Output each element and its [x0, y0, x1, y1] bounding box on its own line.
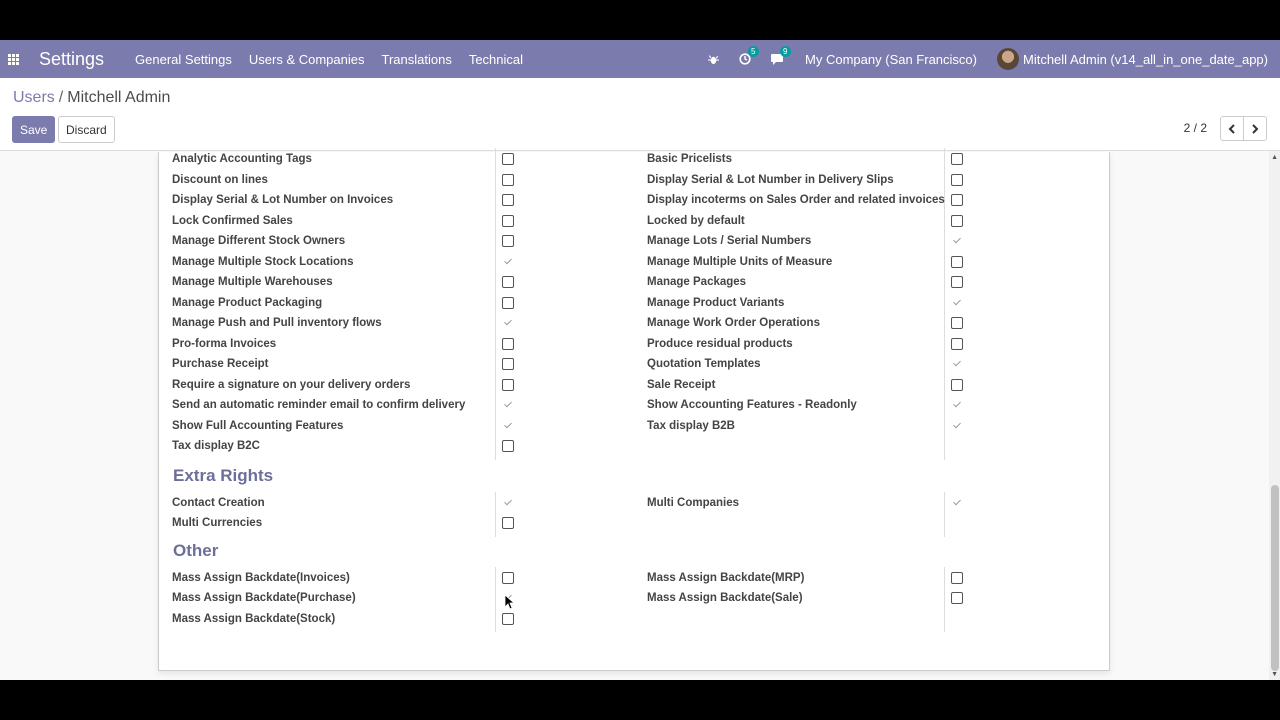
breadcrumb-users[interactable]: Users [13, 89, 55, 106]
checkbox[interactable] [502, 153, 514, 165]
field-label: Show Full Accounting Features [172, 419, 344, 432]
activity-icon[interactable] [739, 47, 756, 65]
checkbox[interactable] [502, 517, 514, 529]
field-label: Multi Currencies [172, 517, 263, 529]
field-label: Mass Assign Backdate(Invoices) [172, 571, 350, 584]
checkbox[interactable] [951, 256, 963, 268]
checkbox[interactable] [951, 215, 963, 227]
field-separator [944, 492, 945, 537]
checkbox-checked[interactable] [502, 399, 514, 411]
menu-technical[interactable]: Technical [468, 51, 524, 67]
field-label: Manage Push and Pull inventory flows [172, 317, 382, 329]
field-label: Manage Multiple Stock Locations [172, 255, 354, 268]
field-label: Display incoterms on Sales Order and related invoices [647, 194, 945, 206]
debug-icon[interactable] [708, 54, 719, 65]
field-label: Mass Assign Backdate(Sale) [647, 592, 803, 604]
pager-previous-button[interactable] [1220, 116, 1244, 141]
chevron-left-icon [1228, 124, 1236, 134]
checkbox[interactable] [502, 235, 514, 247]
company-switcher[interactable]: My Company (San Francisco) [805, 51, 977, 67]
field-label: Lock Confirmed Sales [172, 214, 293, 227]
screen [0, 40, 1280, 680]
checkbox[interactable] [951, 592, 963, 604]
checkbox[interactable] [502, 379, 514, 391]
menu-general-settings[interactable]: General Settings [135, 51, 232, 67]
checkbox[interactable] [502, 174, 514, 186]
field-separator [495, 492, 496, 537]
field-label: Locked by default [647, 214, 745, 227]
menu-users-companies[interactable]: Users & Companies [248, 51, 365, 67]
field-label: Manage Multiple Units of Measure [647, 255, 833, 268]
field-label: Manage Work Order Operations [647, 317, 820, 329]
field-label: Manage Product Packaging [172, 296, 323, 309]
checkbox-checked[interactable] [502, 497, 514, 509]
avatar [997, 48, 1019, 70]
field-label: Manage Multiple Warehouses [172, 276, 333, 288]
mouse-cursor-icon [504, 594, 516, 610]
field-label: Mass Assign Backdate(Purchase) [172, 592, 356, 604]
checkbox[interactable] [502, 194, 514, 206]
control-panel [0, 78, 1280, 151]
scrollbar[interactable] [1269, 151, 1280, 680]
checkbox-checked[interactable] [951, 399, 963, 411]
checkbox[interactable] [951, 317, 963, 329]
user-name: Mitchell Admin (v14_all_in_one_date_app) [1023, 51, 1268, 67]
chevron-right-icon [1251, 124, 1259, 134]
field-label: Display Serial & Lot Number in Delivery Slips [647, 173, 894, 186]
field-label: Manage Different Stock Owners [172, 235, 346, 247]
messages-badge: 9 [780, 46, 790, 57]
checkbox-checked[interactable] [951, 235, 963, 247]
checkbox-checked[interactable] [502, 317, 514, 329]
field-separator [944, 567, 945, 633]
section-title-extra-rights: Extra Rights [173, 465, 274, 485]
checkbox[interactable] [502, 338, 514, 350]
field-label: Display Serial & Lot Number on Invoices [172, 194, 394, 206]
field-label: Analytic Accounting Tags [172, 153, 312, 165]
checkbox-checked[interactable] [951, 497, 963, 509]
checkbox[interactable] [951, 572, 963, 584]
field-label: Require a signature on your delivery orders [172, 378, 411, 391]
app-title[interactable]: Settings [39, 48, 105, 69]
save-button[interactable]: Save [12, 116, 55, 143]
field-label: Produce residual products [647, 337, 793, 350]
field-label: Discount on lines [172, 173, 268, 186]
apps-menu-icon[interactable] [0, 40, 26, 78]
field-separator [495, 148, 496, 460]
checkbox-checked[interactable] [502, 420, 514, 432]
top-navbar [0, 40, 1280, 78]
checkbox[interactable] [951, 153, 963, 165]
user-menu[interactable] [997, 48, 1268, 70]
scroll-down-arrow-icon[interactable]: ▼ [1271, 671, 1278, 678]
checkbox-checked[interactable] [951, 358, 963, 370]
activity-badge: 5 [748, 46, 758, 57]
checkbox[interactable] [502, 215, 514, 227]
form-sheet [158, 152, 1110, 671]
checkbox[interactable] [502, 572, 514, 584]
checkbox-checked[interactable] [951, 420, 963, 432]
pager-value[interactable]: 2 / 2 [1183, 121, 1207, 135]
field-label: Manage Packages [647, 276, 747, 288]
field-label: Pro-forma Invoices [172, 337, 277, 350]
checkbox[interactable] [951, 174, 963, 186]
breadcrumb-current: Mitchell Admin [67, 89, 171, 106]
field-label: Manage Product Variants [647, 296, 785, 309]
checkbox[interactable] [502, 440, 514, 452]
menu-translations[interactable]: Translations [381, 51, 452, 67]
field-label: Contact Creation [172, 496, 265, 509]
breadcrumb: Users / Mitchell Admin [13, 89, 171, 106]
scroll-up-arrow-icon[interactable]: ▲ [1271, 154, 1278, 161]
field-label: Basic Pricelists [647, 153, 733, 165]
messages-icon[interactable] [771, 47, 788, 65]
checkbox[interactable] [951, 194, 963, 206]
checkbox-checked[interactable] [951, 297, 963, 309]
checkbox[interactable] [502, 276, 514, 288]
discard-button[interactable]: Discard [58, 116, 115, 143]
pager-next-button[interactable] [1243, 116, 1267, 141]
field-label: Manage Lots / Serial Numbers [647, 235, 812, 247]
field-separator [495, 567, 496, 633]
field-label: Show Accounting Features - Readonly [647, 399, 857, 411]
field-label: Mass Assign Backdate(MRP) [647, 571, 805, 584]
field-label: Mass Assign Backdate(Stock) [172, 612, 336, 625]
field-label: Tax display B2B [647, 419, 735, 432]
checkbox[interactable] [951, 379, 963, 391]
checkbox[interactable] [502, 613, 514, 625]
field-label: Purchase Receipt [172, 358, 269, 370]
checkbox[interactable] [502, 297, 514, 309]
field-label: Multi Companies [647, 496, 740, 509]
field-label: Tax display B2C [172, 440, 260, 452]
checkbox[interactable] [951, 276, 963, 288]
field-label: Quotation Templates [647, 358, 761, 370]
checkbox-checked[interactable] [502, 256, 514, 268]
checkbox[interactable] [951, 338, 963, 350]
checkbox[interactable] [502, 358, 514, 370]
field-label: Send an automatic reminder email to confirm delivery [172, 399, 466, 411]
scroll-thumb[interactable] [1271, 485, 1279, 671]
section-title-other: Other [173, 540, 219, 560]
field-label: Sale Receipt [647, 378, 716, 391]
